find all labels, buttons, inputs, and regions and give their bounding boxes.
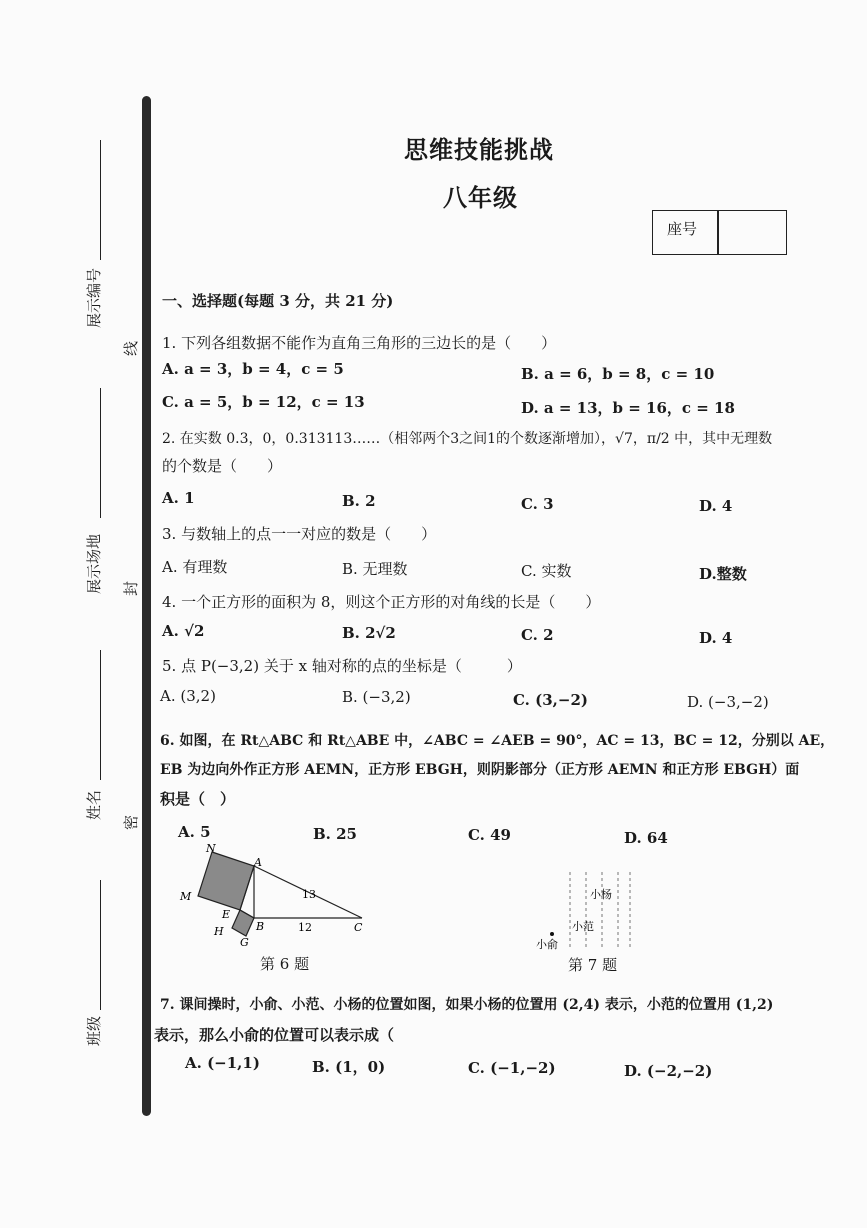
label-a: A [254,856,262,869]
q2-stem: 2. 在实数 0.3，0，0.313113……（相邻两个3之间1的个数逐渐增加），√7，π/2 中，其中无理数 [162,431,773,447]
margin-label-class: 班级 [85,1015,103,1046]
q4-option-c: C. 2 [521,626,554,644]
point-xiao-yu [550,932,554,936]
q5-option-d: D. (−3,−2) [687,693,769,711]
q2-option-c: C. 3 [521,495,554,513]
q1-option-c: C. a = 5，b = 12，c = 13 [162,393,365,411]
q4-option-b: B. 2√2 [342,624,396,642]
q5-option-c: C. (3,−2) [513,691,588,709]
q2-option-d: D. 4 [699,497,733,515]
q2-option-b: B. 2 [342,492,376,510]
q6-option-b: B. 25 [313,825,357,843]
q3-option-b: B. 无理数 [342,560,408,578]
q5-stem: 5. 点 P(−3,2) 关于 x 轴对称的点的坐标是（ ） [162,657,522,675]
margin-rule-3 [100,650,101,780]
label-xiao-yu: 小俞 [536,938,558,951]
q1-option-d: D. a = 13，b = 16，c = 18 [521,399,735,417]
binding-strip [142,96,151,1116]
q4-option-a: A. √2 [162,622,205,640]
seal-line-char: 线 [122,340,140,356]
grade-title: 八年级 [443,183,518,212]
margin-rule-1 [100,140,101,260]
q7-option-b: B. (1，0) [312,1058,386,1076]
q4-stem: 4. 一个正方形的面积为 8，则这个正方形的对角线的长是（ ） [162,593,601,611]
figure-7-caption: 第 7 题 [568,956,618,974]
seal-seal-char: 封 [122,580,140,596]
q2-stem-cont: 的个数是（ ） [162,457,283,475]
q6-option-c: C. 49 [468,826,511,844]
seat-label: 座号 [667,220,698,238]
figure-6-diagram [170,840,380,950]
page-title: 思维技能挑战 [404,135,554,164]
figure-7-diagram [530,868,650,954]
label-c: C [354,921,363,934]
label-m: M [180,890,192,903]
q5-option-a: A. (3,2) [160,687,216,705]
figure-6-caption: 第 6 题 [260,955,310,973]
label-n: N [206,842,216,855]
label-b: B [256,920,265,933]
q6-option-a: A. 5 [178,823,211,841]
label-g: G [240,936,249,949]
label-bc-length: 12 [298,921,312,934]
q1-option-a: A. a = 3，b = 4，c = 5 [162,360,344,378]
label-xiao-fan: 小范 [572,920,594,933]
q7-option-d: D. (−2,−2) [624,1062,713,1080]
margin-rule-4 [100,880,101,1010]
seal-secret-char: 密 [122,814,140,830]
q3-stem: 3. 与数轴上的点一一对应的数是（ ） [162,525,437,543]
seat-divider [717,211,719,254]
q6-stem-cont-2: 积是（ ） [160,790,236,808]
label-xiao-yang: 小杨 [590,888,612,901]
q1-stem: 1. 下列各组数据不能作为直角三角形的三边长的是（ ） [162,334,557,352]
q1-option-b: B. a = 6，b = 8，c = 10 [521,365,715,383]
margin-label-exhibit-no: 展示编号 [85,267,103,328]
label-h: H [214,925,224,938]
seat-number-box [652,210,787,255]
q7-stem-cont: 表示，那么小俞的位置可以表示成（ [154,1026,395,1044]
q3-option-c: C. 实数 [521,562,572,580]
q3-option-d: D.整数 [699,565,747,583]
margin-rule-2 [100,388,101,518]
q4-option-d: D. 4 [699,629,733,647]
q7-stem: 7. 课间操时，小俞、小范、小杨的位置如图，如果小杨的位置用 (2,4) 表示，小范的位置用 (1,2) [160,997,774,1013]
section-heading: 一、选择题(每题 3 分，共 21 分) [162,292,394,310]
label-ac-length: 13 [302,888,316,901]
square-aemn [198,852,254,910]
q7-option-c: C. (−1,−2) [468,1059,556,1077]
q5-option-b: B. (−3,2) [342,688,411,706]
margin-label-name: 姓名 [85,789,103,820]
q2-option-a: A. 1 [162,489,195,507]
q3-option-a: A. 有理数 [162,558,228,576]
q6-stem-cont: EB 为边向外作正方形 AEMN，正方形 EBGH，则阴影部分（正方形 AEMN 和正方形 EBGH）面 [160,762,800,778]
q7-option-a: A. (−1,1) [185,1054,260,1072]
square-ebgh [232,910,254,936]
margin-label-venue: 展示场地 [85,533,103,594]
q6-stem: 6. 如图，在 Rt△ABC 和 Rt△ABE 中，∠ABC = ∠AEB = 90°，AC = 13，BC = 12，分别以 AE， [160,733,835,749]
q6-option-d: D. 64 [624,829,668,847]
label-e: E [222,908,231,921]
